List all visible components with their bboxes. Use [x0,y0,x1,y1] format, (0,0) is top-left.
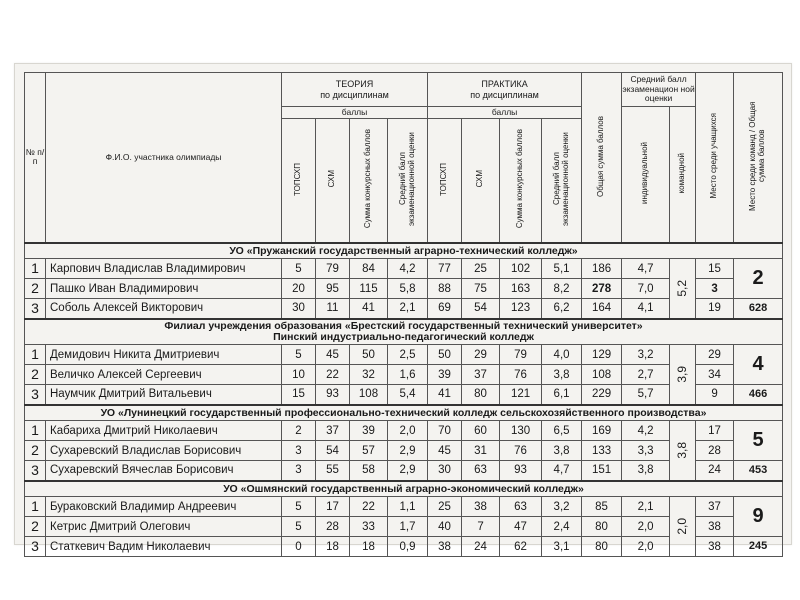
team-total: 628 [734,299,783,319]
header-fio-label: Ф.И.О. участника олимпиады [105,151,222,162]
table-row [25,537,783,557]
student-place: 38 [696,537,734,557]
section-title-line: УО «Пружанский государственный аграрно-технический колледж» [229,244,578,257]
cell-ind: 3,2 [622,345,670,365]
cell-t3: 58 [350,461,388,481]
cell-p4: 8,2 [542,279,582,299]
cell-t3: 18 [350,537,388,557]
participant-name: Соболь Алексей Викторович [46,299,282,319]
cell-t4: 5,8 [388,279,428,299]
theory-sxm [316,119,350,243]
cell-p1: 30 [428,461,462,481]
team-avg [670,497,696,557]
header-practice [428,73,582,107]
student-place: 28 [696,441,734,461]
theory-avg [388,119,428,243]
section-header [25,481,783,497]
cell-t1: 15 [282,385,316,405]
practice-sum [500,119,542,243]
row-number: 2 [25,365,46,385]
theory-sxm-label: СХМ [327,170,337,188]
cell-p4: 3,8 [542,441,582,461]
row-number: 3 [25,537,46,557]
theory-subtitle: по дисциплинам [320,89,389,100]
cell-ind: 2,1 [622,497,670,517]
header-place-teams-label: Место среди команд / Общая сумма баллов [748,101,767,211]
cell-p3: 76 [500,365,542,385]
cell-t4: 1,1 [388,497,428,517]
cell-total: 108 [582,365,622,385]
cell-t1: 5 [282,517,316,537]
team-total: 245 [734,537,783,557]
cell-ind: 4,2 [622,421,670,441]
header-num: № п/п [25,73,46,243]
cell-p1: 50 [428,345,462,365]
cell-p4: 4,0 [542,345,582,365]
cell-p3: 121 [500,385,542,405]
cell-t4: 2,9 [388,441,428,461]
header-individual [622,107,670,243]
cell-t2: 22 [316,365,350,385]
cell-t3: 84 [350,259,388,279]
cell-t3: 108 [350,385,388,405]
cell-total: 80 [582,537,622,557]
cell-p1: 25 [428,497,462,517]
cell-t2: 55 [316,461,350,481]
theory-sum-label: Сумма конкурсных баллов [363,129,373,229]
cell-p2: 38 [462,497,500,517]
cell-p3: 93 [500,461,542,481]
cell-p2: 24 [462,537,500,557]
team-place: 4 [734,345,783,385]
cell-ind: 3,8 [622,461,670,481]
cell-p1: 38 [428,537,462,557]
row-number: 3 [25,299,46,319]
practice-avg-label: Средний балл экзаменационной оценки [551,132,570,226]
cell-p4: 6,1 [542,385,582,405]
cell-p2: 37 [462,365,500,385]
row-number: 1 [25,345,46,365]
team-place: 9 [734,497,783,537]
cell-t1: 5 [282,497,316,517]
cell-t2: 93 [316,385,350,405]
cell-p1: 69 [428,299,462,319]
cell-ind: 4,7 [622,259,670,279]
cell-t3: 50 [350,345,388,365]
cell-p3: 102 [500,259,542,279]
theory-points: баллы [282,107,428,119]
cell-t4: 2,1 [388,299,428,319]
team-avg-value: 5,2 [675,280,690,297]
team-total: 466 [734,385,783,405]
cell-p1: 41 [428,385,462,405]
practice-title: ПРАКТИКА [481,79,528,90]
participant-name: Сухаревский Владислав Борисович [46,441,282,461]
table-row [25,259,783,279]
cell-p1: 45 [428,441,462,461]
cell-ind: 4,1 [622,299,670,319]
row-number: 1 [25,421,46,441]
table-row [25,385,783,405]
cell-ind: 2,0 [622,537,670,557]
cell-ind: 3,3 [622,441,670,461]
cell-t1: 10 [282,365,316,385]
table-row [25,365,783,385]
team-avg [670,345,696,405]
cell-p3: 62 [500,537,542,557]
cell-p3: 79 [500,345,542,365]
section-title [25,243,783,259]
participant-name: Величко Алексей Сергеевич [46,365,282,385]
student-place: 15 [696,259,734,279]
cell-t2: 37 [316,421,350,441]
cell-p3: 47 [500,517,542,537]
cell-p3: 130 [500,421,542,441]
cell-p2: 80 [462,385,500,405]
cell-ind: 7,0 [622,279,670,299]
cell-t4: 2,0 [388,421,428,441]
team-avg-value: 3,9 [675,366,690,383]
cell-t3: 22 [350,497,388,517]
cell-p2: 31 [462,441,500,461]
cell-p3: 163 [500,279,542,299]
cell-t1: 3 [282,461,316,481]
header-team-label: командной [677,152,687,194]
cell-p4: 4,7 [542,461,582,481]
student-place: 17 [696,421,734,441]
cell-t2: 79 [316,259,350,279]
cell-t2: 18 [316,537,350,557]
cell-total: 133 [582,441,622,461]
cell-t4: 1,7 [388,517,428,537]
cell-t2: 45 [316,345,350,365]
cell-p3: 63 [500,497,542,517]
team-avg-value: 2,0 [675,518,690,536]
section-header [25,243,783,259]
practice-topsxp [428,119,462,243]
cell-total: 164 [582,299,622,319]
cell-total: 85 [582,497,622,517]
cell-ind: 5,7 [622,385,670,405]
section-title-line: УО «Ошмянский государственный аграрно-экономический колледж» [223,482,584,495]
section-title-line: УО «Лунинецкий государственный профессионально-технический колледж сельскохозяйственного производства» [100,406,707,419]
row-number: 2 [25,441,46,461]
participant-name: Пашко Иван Владимирович [46,279,282,299]
student-place: 24 [696,461,734,481]
table-row [25,461,783,481]
header-theory [282,73,428,107]
practice-points: баллы [428,107,582,119]
table-row [25,441,783,461]
team-place: 2 [734,259,783,299]
cell-t4: 0,9 [388,537,428,557]
header-total-label: Общая сумма баллов [596,115,606,197]
table-row [25,279,783,299]
theory-sum [350,119,388,243]
cell-p1: 40 [428,517,462,537]
header-individual-label: индивидуальной [640,142,650,204]
cell-t1: 5 [282,345,316,365]
cell-t1: 30 [282,299,316,319]
cell-p3: 123 [500,299,542,319]
student-place: 9 [696,385,734,405]
team-place: 5 [734,421,783,461]
table-row [25,345,783,365]
cell-t3: 39 [350,421,388,441]
team-avg-value: 3,8 [675,442,690,459]
student-place: 38 [696,517,734,537]
cell-p4: 3,1 [542,537,582,557]
table-row [25,517,783,537]
cell-t3: 57 [350,441,388,461]
cell-p4: 3,8 [542,365,582,385]
practice-sxm-label: СХМ [475,170,485,188]
section-header [25,405,783,421]
team-total: 453 [734,461,783,481]
cell-ind: 2,7 [622,365,670,385]
cell-total: 151 [582,461,622,481]
table-row [25,497,783,517]
participant-name: Статкевич Вадим Николаевич [46,537,282,557]
header-team [670,107,696,243]
cell-t1: 2 [282,421,316,441]
participant-name: Наумчик Дмитрий Витальевич [46,385,282,405]
cell-p2: 63 [462,461,500,481]
cell-t1: 3 [282,441,316,461]
cell-total: 186 [582,259,622,279]
section-title [25,405,783,421]
cell-t3: 33 [350,517,388,537]
participant-name: Сухаревский Вячеслав Борисович [46,461,282,481]
team-avg [670,421,696,481]
cell-t3: 41 [350,299,388,319]
participant-name: Демидович Никита Дмитриевич [46,345,282,365]
cell-t1: 0 [282,537,316,557]
cell-p3: 76 [500,441,542,461]
cell-p2: 7 [462,517,500,537]
row-number: 3 [25,461,46,481]
cell-t3: 32 [350,365,388,385]
cell-p2: 29 [462,345,500,365]
cell-t1: 20 [282,279,316,299]
cell-ind: 2,0 [622,517,670,537]
section-header [25,319,783,345]
student-place: 29 [696,345,734,365]
cell-p2: 60 [462,421,500,441]
section-title [25,481,783,497]
theory-title: ТЕОРИЯ [335,79,374,90]
cell-t2: 17 [316,497,350,517]
participant-name: Кетрис Дмитрий Олегович [46,517,282,537]
row-number: 1 [25,259,46,279]
student-place: 37 [696,497,734,517]
row-number: 2 [25,279,46,299]
participant-name: Кабариха Дмитрий Николаевич [46,421,282,441]
practice-avg [542,119,582,243]
cell-p4: 6,5 [542,421,582,441]
practice-subtitle: по дисциплинам [470,89,539,100]
section-title-line: Филиал учреждения образования «Брестский государственный технический университет» [164,320,643,332]
cell-t2: 54 [316,441,350,461]
cell-t4: 4,2 [388,259,428,279]
header-total [582,73,622,243]
header-place-students-label: Место среди учащихся [709,113,719,199]
practice-sum-label: Сумма конкурсных баллов [515,129,525,229]
participant-name: Карпович Владислав Владимирович [46,259,282,279]
section-title [25,319,783,345]
cell-p4: 6,2 [542,299,582,319]
header-fio [46,73,282,243]
row-number: 1 [25,497,46,517]
cell-t1: 5 [282,259,316,279]
header-place-teams [734,73,783,243]
cell-p2: 54 [462,299,500,319]
section-title-line-2: Пинский индустриально-педагогический колледж [273,331,534,344]
team-avg [670,259,696,319]
results-table [24,72,783,557]
cell-t2: 28 [316,517,350,537]
cell-p1: 77 [428,259,462,279]
cell-total: 169 [582,421,622,441]
theory-topsxp [282,119,316,243]
theory-avg-label: Средний балл экзаменационной оценки [397,132,416,226]
student-place: 19 [696,299,734,319]
cell-total: 229 [582,385,622,405]
header-avg-group: Средний балл экзаменацион ной оценки [622,73,696,107]
student-place: 3 [696,279,734,299]
cell-t2: 11 [316,299,350,319]
table-row [25,299,783,319]
theory-topsxp-label: ТОПСХП [293,162,303,196]
cell-total: 80 [582,517,622,537]
practice-topsxp-label: ТОПСХП [439,162,449,196]
cell-p2: 25 [462,259,500,279]
cell-t2: 95 [316,279,350,299]
cell-p1: 39 [428,365,462,385]
cell-t3: 115 [350,279,388,299]
cell-p4: 5,1 [542,259,582,279]
cell-p2: 75 [462,279,500,299]
row-number: 3 [25,385,46,405]
cell-t4: 2,9 [388,461,428,481]
participant-name: Бураковский Владимир Андреевич [46,497,282,517]
cell-t4: 1,6 [388,365,428,385]
cell-p1: 70 [428,421,462,441]
header-place-students [696,73,734,243]
cell-t4: 5,4 [388,385,428,405]
cell-p4: 2,4 [542,517,582,537]
practice-sxm [462,119,500,243]
student-place: 34 [696,365,734,385]
cell-p4: 3,2 [542,497,582,517]
cell-p1: 88 [428,279,462,299]
cell-t4: 2,5 [388,345,428,365]
row-number: 2 [25,517,46,537]
cell-total: 129 [582,345,622,365]
table-row [25,421,783,441]
cell-total: 278 [582,279,622,299]
